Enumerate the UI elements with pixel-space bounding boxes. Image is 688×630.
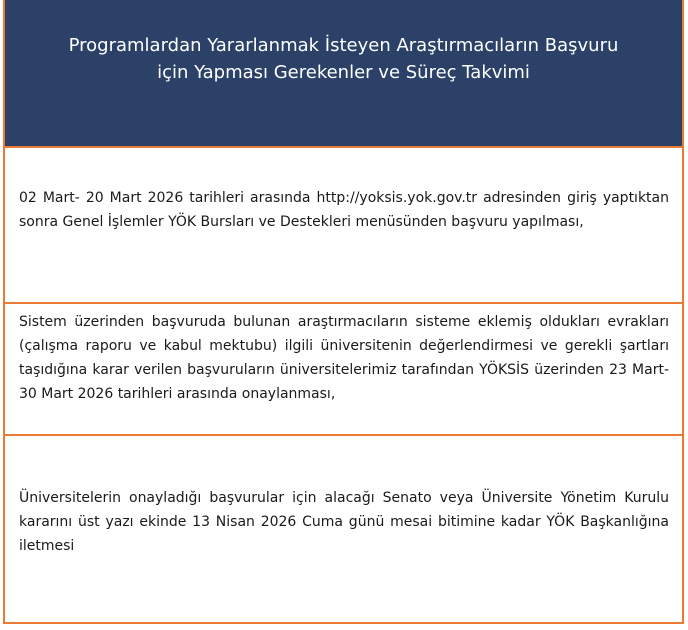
process-table [3, 0, 684, 624]
table-row-approval [5, 304, 682, 436]
row-text: Üniversitelerin onayladığı başvurular için alacağı Senato veya Üniversite Yönetim Kurulu kararını üst yazı ekinde 13 Nisan 2026 Cuma günü mesai bitimine kadar YÖK Başkanlığına iletmesi [19, 490, 669, 554]
table-header [5, 0, 682, 148]
table-row-application [5, 148, 682, 304]
row-text: 02 Mart- 20 Mart 2026 tarihleri arasında http://yoksis.yok.gov.tr adresinden giriş yaptıktan sonra Genel İşlemler YÖK Bursları ve Destekleri menüsünden başvuru yapılması, [19, 190, 669, 230]
table-row-submission [5, 436, 682, 622]
page-title: Programlardan Yararlanmak İsteyen Araştırmacıların Başvuru için Yapması Gerekenler ve Süreç Takvimi [68, 35, 619, 83]
row-text: Sistem üzerinden başvuruda bulunan araştırmacıların sisteme eklemiş oldukları evrakları (çalışma raporu ve kabul mektubu) ilgili üniversitenin değerlendirmesi ve gerekli şartları taşıdığına karar verilen başvuruların üniversitelerimiz tarafından YÖKSİS üzerinden 23 Mart- 30 Mart 2026 tarihleri arasında onaylanması, [19, 314, 669, 402]
